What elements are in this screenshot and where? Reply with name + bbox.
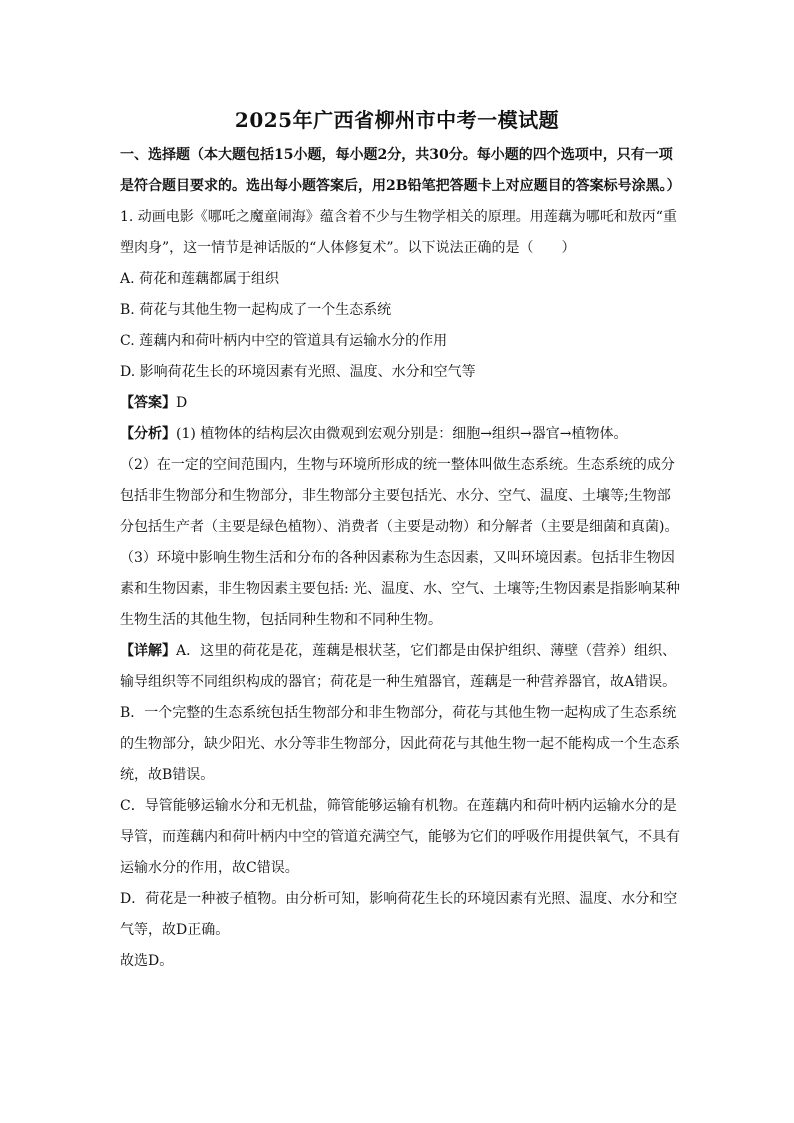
page-title: 2025年广西省柳州市中考一模试题 [234,108,560,132]
analysis-p1 [120,419,680,450]
detail-d: D．荷花是一种被子植物。由分析可知，影响荷花生长的环境因素有光照、温度、水分和空气等，故D正确。 [120,891,678,938]
detail-b: B．一个完整的生态系统包括生物部分和非生物部分，荷花与其他生物一起构成了生态系统的生物部分，缺少阳光、水分等非生物部分，因此荷花与其他生物一起不能构成一个生态系统，故B错误。 [120,705,680,783]
detail-label: 【详解】 [120,643,176,659]
detail-a [120,636,680,698]
conclusion: 故选D。 [120,953,174,969]
detail-text-a: A．这里的荷花是花，莲藕是根状茎，它们都是由保护组织、薄壁（营养）组织、输导组织等不同组织构成的器官；荷花是一种生殖器官，莲藕是一种营养器官，故A错误。 [120,643,677,690]
document-body [120,140,680,977]
section-header: 一、选择题（本大题包括15小题，每小题2分，共30分。每小题的四个选项中，只有一项是符合题目要求的。选出每小题答案后，用2B铅笔把答题卡上对应题目的答案标号涂黑。） [120,147,681,194]
option-d: D. 影响荷花生长的环境因素有光照、温度、水分和空气等 [120,364,476,380]
answer-line [120,388,680,419]
analysis-p2: （2）在一定的空间范围内，生物与环境所形成的统一整体叫做生态系统。生态系统的成分包括非生物部分和生物部分，非生物部分主要包括光、水分、空气、温度、土壤等;生物部分包括生产者（主要是绿色植物）、消费者（主要是动物）和分解者（主要是细菌和真菌)。 [120,457,679,535]
question-stem: 1. 动画电影《哪吒之魔童闹海》蕴含着不少与生物学相关的原理。用莲藕为哪吒和敖丙“重塑肉身”，这一情节是神话版的“人体修复术”。以下说法正确的是（ ） [120,209,677,256]
answer-value: D [176,395,188,411]
detail-c: C．导管能够运输水分和无机盐，筛管能够运输有机物。在莲藕内和荷叶柄内运输水分的是导管，而莲藕内和荷叶柄内中空的管道充满空气，能够为它们的呼吸作用提供氧气，不具有运输水分的作用，故C错误。 [120,798,680,876]
answer-label: 【答案】 [120,395,176,411]
option-a: A. 荷花和莲藕都属于组织 [120,271,280,287]
option-b: B. 荷花与其他生物一起构成了一个生态系统 [120,302,392,318]
analysis-text-1: (1) 植物体的结构层次由微观到宏观分别是：细胞→组织→器官→植物体。 [176,426,628,442]
analysis-p3: （3）环境中影响生物生活和分布的各种因素称为生态因素，又叫环境因素。包括非生物因素和生物因素，非生物因素主要包括: 光、温度、水、空气、土壤等;生物因素是指影响某种生物生活的其他生物，包括同种生物和不同种生物。 [120,550,680,628]
analysis-label: 【分析】 [120,426,176,442]
option-c: C. 莲藕内和荷叶柄内中空的管道具有运输水分的作用 [120,333,448,349]
